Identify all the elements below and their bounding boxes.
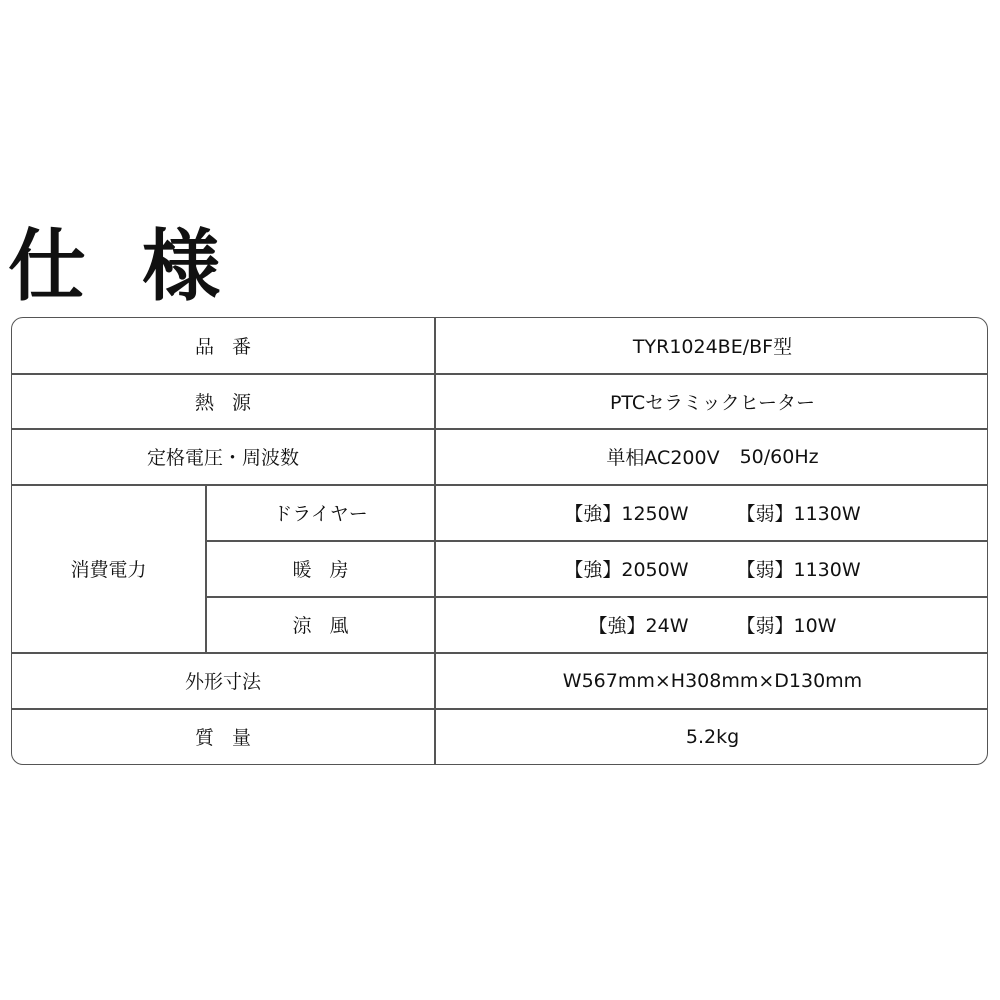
label-weight: 質量 <box>194 727 269 749</box>
label-rated-voltage: 定格電圧・周波数 <box>146 447 299 469</box>
value-rated-voltage <box>436 429 988 484</box>
value-heat-source: PTCセラミックヒーター <box>609 392 816 414</box>
value-weight: 5.2kg <box>685 725 740 748</box>
label-dimensions: 外形寸法 <box>184 671 261 693</box>
label-cool-air: 涼風 <box>292 615 367 637</box>
label-dryer: ドライヤー <box>273 503 368 525</box>
label-power-consumption: 消費電力 <box>70 559 147 581</box>
value-model-number: TYR1024BE/BF型 <box>632 336 793 358</box>
value-cool-air <box>436 597 988 652</box>
label-heating: 暖房 <box>292 559 367 581</box>
value-dryer <box>436 485 988 540</box>
heating-weak: 【弱】1130W <box>736 559 861 581</box>
label-heat-source: 熱源 <box>194 392 269 414</box>
value-dimensions: W567mm×H308mm×D130mm <box>562 669 863 692</box>
label-model-number: 品番 <box>194 336 269 358</box>
dryer-weak: 【弱】1130W <box>736 503 861 525</box>
frequency-text: 50/60Hz <box>739 445 819 468</box>
cool-strong: 【強】24W <box>588 615 689 637</box>
cool-weak: 【弱】10W <box>736 615 837 637</box>
dryer-strong: 【強】1250W <box>564 503 689 525</box>
spec-table <box>11 317 988 765</box>
heating-strong: 【強】2050W <box>564 559 689 581</box>
page-title: 仕様 <box>8 222 277 312</box>
voltage-text: 単相AC200V <box>606 447 720 469</box>
value-heating <box>436 541 988 596</box>
